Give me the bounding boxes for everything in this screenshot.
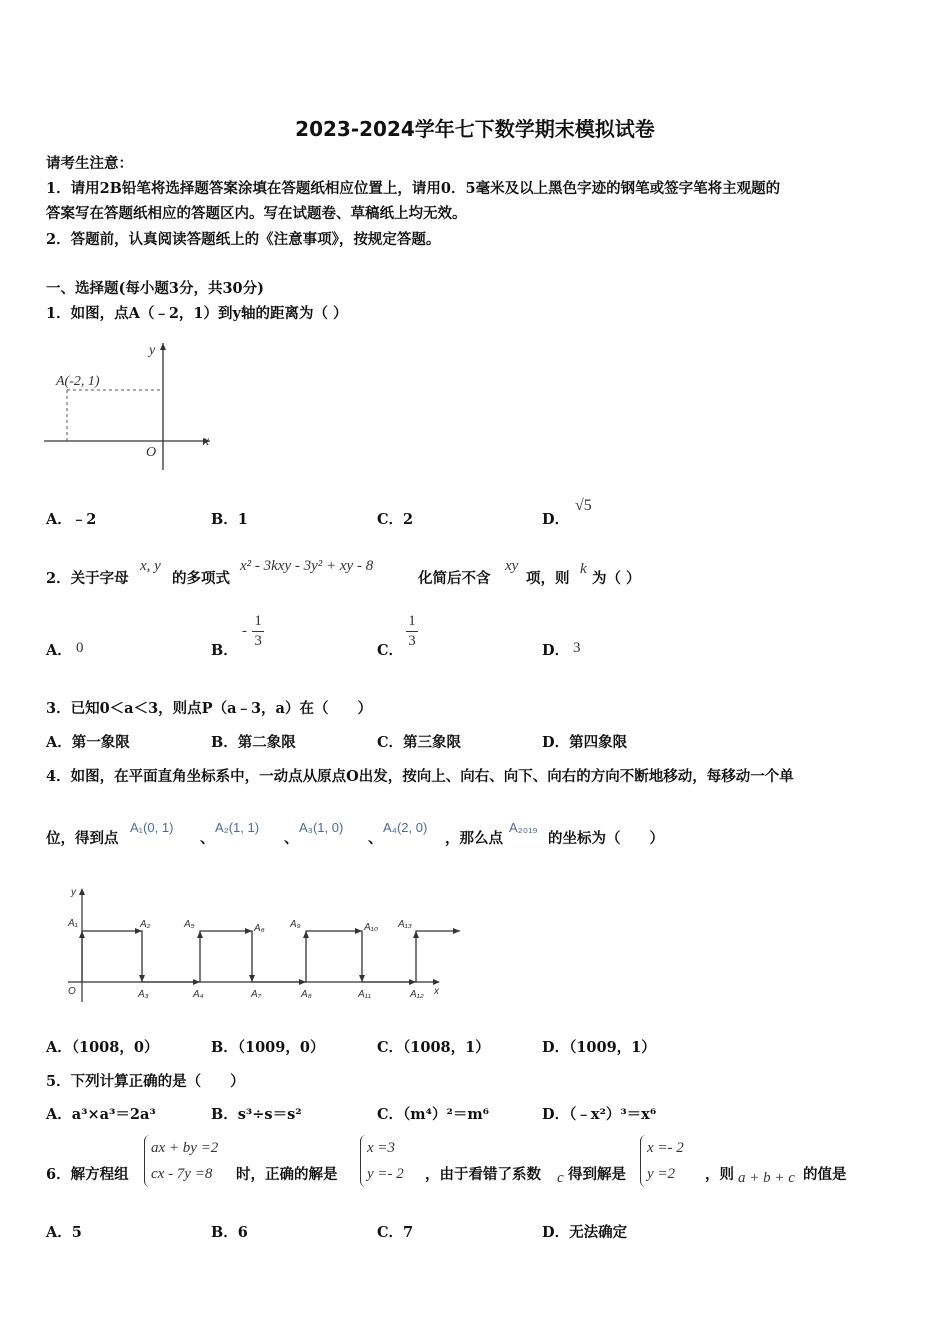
q3-option-c: C．第三象限 [377, 734, 462, 751]
y-axis-label: y [71, 887, 76, 898]
question-2-part: 项，则 [526, 570, 570, 587]
q6-option-b: B．6 [211, 1224, 248, 1241]
q4-option-b: B．（1009，0） [211, 1039, 325, 1056]
question-4-stem: 4．如图，在平面直角坐标系中，一动点从原点O出发，按向上、向右、向下、向右的方向不断地移动，每移动一个单 [46, 768, 794, 785]
q4-point-a2019: A₂₀₁₉ [509, 820, 538, 835]
notice-line: 1．请用2B铅笔将选择题答案涂填在答题纸相应位置上，请用0．5毫米及以上黑色字迹的钢笔或签字笔将主观题的 [46, 180, 781, 197]
question-6-part: 时，正确的解是 [236, 1166, 338, 1183]
q5-option-d: D．（﹣x²）³＝x⁶ [542, 1106, 657, 1123]
point-label: A₈ [301, 989, 312, 1000]
question-6-part: 得到解是 [568, 1166, 626, 1183]
point-label: A₁₀ [364, 922, 379, 933]
point-label: A₁₃ [398, 919, 412, 930]
question-4-part: ，那么点 [445, 830, 503, 847]
q2-option-b: B． [211, 642, 238, 659]
separator: 、 [284, 830, 299, 847]
q5-option-a: A．a³×a³＝2a³ [46, 1106, 156, 1123]
question-2-part: 2．关于字母 [46, 570, 129, 587]
q1-option-b: B．1 [211, 511, 248, 528]
q2-option-a-value: 0 [76, 640, 84, 656]
q4-point-a3: A₃(1, 0) [299, 820, 344, 835]
x-axis-label: x [203, 434, 210, 449]
point-label: A₁ [68, 918, 78, 929]
origin-label: O [68, 986, 76, 997]
question-6-part: ，由于看错了系数 [425, 1166, 541, 1183]
point-a-label: A(-2, 1) [56, 374, 100, 389]
q2-option-d-value: 3 [573, 640, 581, 656]
q6-option-c: C．7 [377, 1224, 414, 1241]
question-6-part: 6．解方程组 [46, 1166, 129, 1183]
question-6-part: 的值是 [803, 1166, 847, 1183]
q6-equation-system: ax + by =2 cx - 7y =8 [144, 1135, 218, 1187]
question-4-part: 位，得到点 [46, 830, 119, 847]
q2-k: k [580, 561, 587, 577]
q2-polynomial: x² - 3kxy - 3y² + xy - 8 [240, 558, 374, 574]
question-1-stem: 1．如图，点A（﹣2，1）到y轴的距离为（ ） [46, 305, 348, 322]
section-heading: 一、选择题(每小题3分，共30分) [46, 280, 264, 297]
point-label: A₁₁ [358, 989, 371, 1000]
q4-option-c: C．（1008，1） [377, 1039, 490, 1056]
page-title: 2023-2024学年七下数学期末模拟试卷 [295, 117, 655, 141]
q4-option-d: D．（1009，1） [542, 1039, 656, 1056]
question-2-part: 化简后不含 [418, 570, 491, 587]
q4-point-a2: A₂(1, 1) [215, 820, 260, 835]
q1-option-a: A．﹣2 [46, 511, 97, 528]
point-label: A₄ [193, 989, 204, 1000]
q4-point-a1: A₁(0, 1) [130, 820, 174, 835]
q6-correct-solution: x =3 y =- 2 [360, 1135, 404, 1187]
point-label: A₂ [140, 919, 151, 930]
notice-line: 答案写在答题纸相应的答题区内。写在试题卷、草稿纸上均无效。 [46, 205, 467, 222]
q6-wrong-solution: x =- 2 y =2 [640, 1135, 684, 1187]
point-label: A₉ [290, 919, 301, 930]
separator: 、 [368, 830, 383, 847]
q5-option-c: C．（m⁴）²＝m⁶ [377, 1106, 490, 1123]
separator: 、 [200, 830, 215, 847]
q2-xy: xy [505, 558, 519, 574]
question-6-part: ，则 [705, 1166, 734, 1183]
point-label: A₃ [138, 989, 149, 1000]
q5-option-b: B．s³÷s＝s² [211, 1106, 302, 1123]
point-label: A₇ [251, 989, 262, 1000]
point-label: A₅ [184, 919, 195, 930]
q3-option-b: B．第二象限 [211, 734, 296, 751]
q4-path-figure [60, 882, 470, 1012]
origin-label: O [146, 445, 157, 460]
question-5-stem: 5．下列计算正确的是（ ） [46, 1073, 245, 1090]
point-label: A₆ [254, 923, 265, 934]
notice-heading: 请考生注意： [46, 155, 133, 172]
point-label: A₁₂ [410, 989, 424, 1000]
q1-option-d-math: √5 [575, 497, 592, 514]
q1-coordinate-figure [40, 335, 230, 475]
q6-coefficient-c: c [557, 1170, 564, 1186]
q1-option-d: D． [542, 511, 570, 528]
q1-option-c: C．2 [377, 511, 414, 528]
q2-variables: x, y [140, 558, 161, 574]
q6-expression: a + b + c [738, 1170, 795, 1186]
q2-option-c-fraction: $\frac{1}{3}$ [406, 613, 418, 650]
question-4-part: 的坐标为（ ） [548, 830, 664, 847]
q4-option-a: A．（1008，0） [46, 1039, 159, 1056]
x-axis-label: x [434, 986, 439, 997]
q6-option-d: D．无法确定 [542, 1224, 628, 1241]
q3-option-d: D．第四象限 [542, 734, 628, 751]
question-3-stem: 3．已知0＜a＜3，则点P（a﹣3，a）在（ ） [46, 700, 372, 717]
question-2-part: 为（ ） [592, 570, 641, 587]
q2-option-c: C． [377, 642, 404, 659]
question-2-part: 的多项式 [172, 570, 230, 587]
q4-point-a4: A₄(2, 0) [383, 820, 428, 835]
y-axis-label: y [149, 343, 156, 358]
q2-option-a: A． [46, 642, 72, 659]
notice-line: 2．答题前，认真阅读答题纸上的《注意事项》，按规定答题。 [46, 231, 441, 248]
q6-option-a: A．5 [46, 1224, 82, 1241]
q3-option-a: A．第一象限 [46, 734, 130, 751]
q2-option-d: D． [542, 642, 570, 659]
q2-option-b-fraction: - $\frac{1}{3}$ [242, 613, 264, 650]
